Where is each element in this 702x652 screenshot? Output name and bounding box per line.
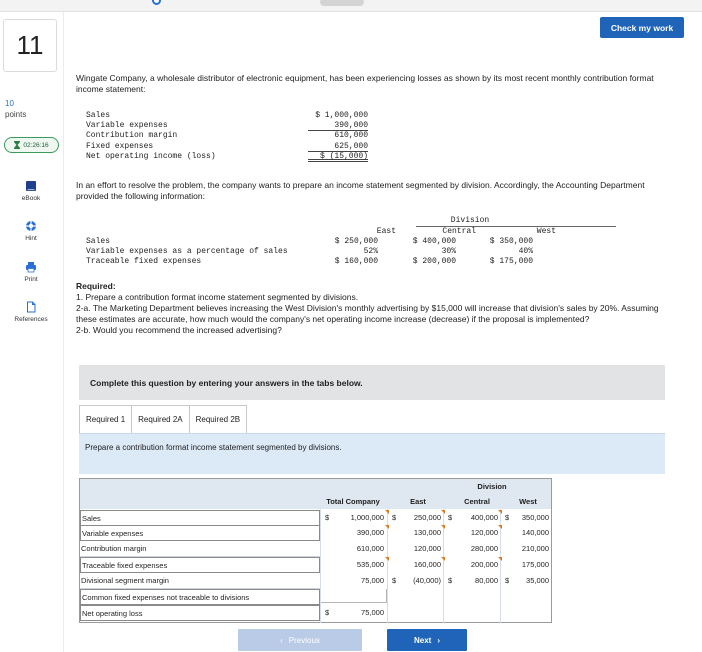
points-info (5, 98, 26, 120)
answer-cell-west: 210,000 (521, 544, 549, 553)
answer-cell-central[interactable]: 120,000 (470, 528, 498, 537)
division-row-label: Traceable fixed expenses (86, 257, 202, 266)
division-cell: 52% (363, 247, 378, 256)
answer-cell-total[interactable]: 1,000,000 (350, 513, 384, 522)
income-statement (86, 111, 368, 162)
dollar-sign: $ (448, 513, 453, 522)
answer-cell-east: (40,000) (413, 576, 441, 585)
dollar-sign: $ (505, 576, 510, 585)
tab-required-2a[interactable]: Required 2A (131, 405, 189, 433)
division-cell: $ 350,000 (489, 237, 533, 246)
instructions-panel (79, 365, 665, 400)
print-label: Print (24, 276, 38, 283)
answer-row-label: Divisional segment margin (80, 573, 320, 589)
dollar-sign: $ (505, 513, 510, 522)
answer-cell-central: 80,000 (475, 576, 498, 585)
statement-amount: 390,000 (308, 121, 368, 131)
hint-label: Hint (25, 235, 37, 242)
statement-label: Fixed expenses (86, 141, 154, 151)
print-tool[interactable] (0, 261, 62, 283)
statement-amount: 625,000 (308, 142, 368, 152)
hourglass-icon (14, 141, 20, 149)
sidebar-divider (63, 12, 64, 652)
previous-button[interactable] (238, 629, 362, 651)
statement-label: Sales (86, 111, 111, 120)
answer-row-label: Contribution margin (80, 541, 320, 557)
statement-amount: $ 1,000,000 (315, 111, 368, 120)
lifebuoy-icon (25, 220, 37, 232)
answer-cell-west[interactable]: 175,000 (521, 560, 549, 569)
answer-cell-west: 35,000 (526, 576, 549, 585)
answer-cell-total: 610,000 (356, 544, 384, 553)
dollar-sign: $ (392, 576, 397, 585)
answer-table (79, 478, 552, 623)
book-icon (25, 180, 37, 192)
next-label: Next (413, 635, 432, 645)
division-row-label: Variable expenses as a percentage of sales (86, 247, 288, 256)
answer-col-total: Total Company (326, 497, 380, 506)
tab-required-2b[interactable]: Required 2B (189, 405, 247, 433)
instructions-text: Complete this question by entering your answers in the tabs below. (90, 377, 363, 388)
timer-value: 02:26:16 (23, 141, 49, 149)
printer-icon (25, 261, 37, 273)
chevron-right-icon: › (437, 635, 440, 645)
answer-cell-west[interactable]: 140,000 (521, 528, 549, 537)
top-strip (0, 0, 702, 12)
answer-row-label-input[interactable]: Common fixed expenses not traceable to divisions (80, 589, 320, 605)
answer-col-central: Central (464, 497, 490, 506)
division-col-west: West (536, 227, 556, 236)
tab-required-1[interactable]: Required 1 (79, 405, 132, 433)
answer-cell-total[interactable]: 390,000 (356, 528, 384, 537)
statement-label: Net operating income (loss) (86, 151, 216, 161)
statement-label: Contribution margin (86, 131, 178, 141)
next-button[interactable] (387, 629, 467, 651)
required-item: 2-b. Would you recommend the increased advertising? (76, 325, 282, 335)
dollar-sign: $ (325, 608, 330, 617)
division-cell: $ 400,000 (412, 237, 456, 246)
common-fixed-input[interactable] (321, 589, 387, 603)
dollar-sign: $ (325, 513, 330, 522)
answer-row-label-input[interactable]: Sales (80, 510, 320, 526)
division-cell: $ 175,000 (489, 257, 533, 266)
statement-row (86, 111, 368, 121)
required-section (76, 281, 680, 336)
division-group-header: Division (450, 216, 490, 225)
ebook-tool[interactable] (0, 180, 62, 202)
required-heading: Required: (76, 281, 116, 291)
answer-cell-central[interactable]: 400,000 (470, 513, 498, 522)
division-cell: $ 160,000 (334, 257, 378, 266)
answer-cell-west[interactable]: 350,000 (521, 513, 549, 522)
references-tool[interactable] (0, 301, 62, 323)
division-cell: $ 200,000 (412, 257, 456, 266)
statement-label: Variable expenses (86, 121, 168, 131)
entry-marker (385, 525, 389, 529)
question-number: 11 (3, 19, 57, 72)
division-cell: 30% (441, 247, 456, 256)
entry-marker (498, 525, 502, 529)
dollar-sign: $ (448, 576, 453, 585)
statement-row (86, 152, 368, 162)
division-col-east: East (376, 227, 396, 236)
progress-indicator (152, 0, 161, 5)
answer-col-east: East (410, 497, 426, 506)
statement-amount: 610,000 (334, 131, 368, 141)
statement-row (86, 121, 368, 131)
answer-cell-east[interactable]: 250,000 (413, 513, 441, 522)
points-value: 10 (5, 99, 14, 108)
problem-intro: Wingate Company, a wholesale distributor of electronic equipment, has been experiencing losses as shown by its most recent monthly contribution format income statement: (76, 73, 654, 94)
answer-cell-total[interactable]: 535,000 (356, 560, 384, 569)
answer-col-west: West (519, 497, 537, 506)
points-label: points (5, 110, 27, 119)
statement-row (86, 142, 368, 152)
required-item: 2-a. The Marketing Department believes increasing the West Division's monthly advertising by $15,000 will increase that division's sales by 20%. Assuming these estimates are accurate, how much would the company's net operating income increase (decrease) if the proposal is implemented? (76, 303, 659, 324)
answer-row-label-input[interactable]: Net operating loss (80, 605, 320, 621)
answer-cell-central[interactable]: 200,000 (470, 560, 498, 569)
tab-prompt: Prepare a contribution format income statement segmented by divisions. (85, 443, 342, 452)
check-my-work-button[interactable]: Check my work (600, 17, 684, 38)
answer-cell-central: 280,000 (470, 544, 498, 553)
hint-tool[interactable] (0, 220, 62, 242)
answer-division-header: Division (477, 482, 507, 491)
required-item: 1. Prepare a contribution format income statement segmented by divisions. (76, 292, 359, 302)
document-icon (25, 301, 37, 313)
entry-marker (385, 510, 389, 514)
entry-marker (441, 525, 445, 529)
tab-prompt-area (79, 433, 665, 474)
statement-amount: $ (15,000) (308, 152, 368, 162)
chevron-left-icon: ‹ (280, 635, 283, 645)
references-label: References (14, 316, 48, 323)
ebook-label: eBook (21, 195, 41, 202)
timer-badge (4, 137, 59, 153)
division-cell: 40% (518, 247, 533, 256)
previous-label: Previous (288, 635, 320, 645)
problem-intro-2: In an effort to resolve the problem, the company wants to prepare an income statement segmented by division. Accordingly, the Accounting Department provided the following information: (76, 180, 645, 201)
answer-row-label-input[interactable]: Variable expenses (80, 525, 320, 541)
division-row-label: Sales (86, 237, 111, 246)
answer-row-label-input[interactable]: Traceable fixed expenses (80, 557, 320, 573)
column-separator (320, 509, 321, 623)
entry-marker (498, 510, 502, 514)
dollar-sign: $ (392, 513, 397, 522)
answer-cell-total: 75,000 (361, 608, 384, 617)
answer-tabs (79, 405, 246, 433)
division-cell: $ 250,000 (334, 237, 378, 246)
division-col-central: Central (442, 227, 476, 236)
entry-marker (441, 510, 445, 514)
answer-cell-east: 120,000 (413, 544, 441, 553)
answer-cell-east[interactable]: 130,000 (413, 528, 441, 537)
entry-marker (385, 557, 389, 561)
statement-row (86, 131, 368, 141)
answer-cell-total: 75,000 (361, 576, 384, 585)
answer-cell-east[interactable]: 160,000 (413, 560, 441, 569)
entry-marker (498, 557, 502, 561)
scroll-pill (320, 0, 364, 6)
entry-marker (441, 557, 445, 561)
